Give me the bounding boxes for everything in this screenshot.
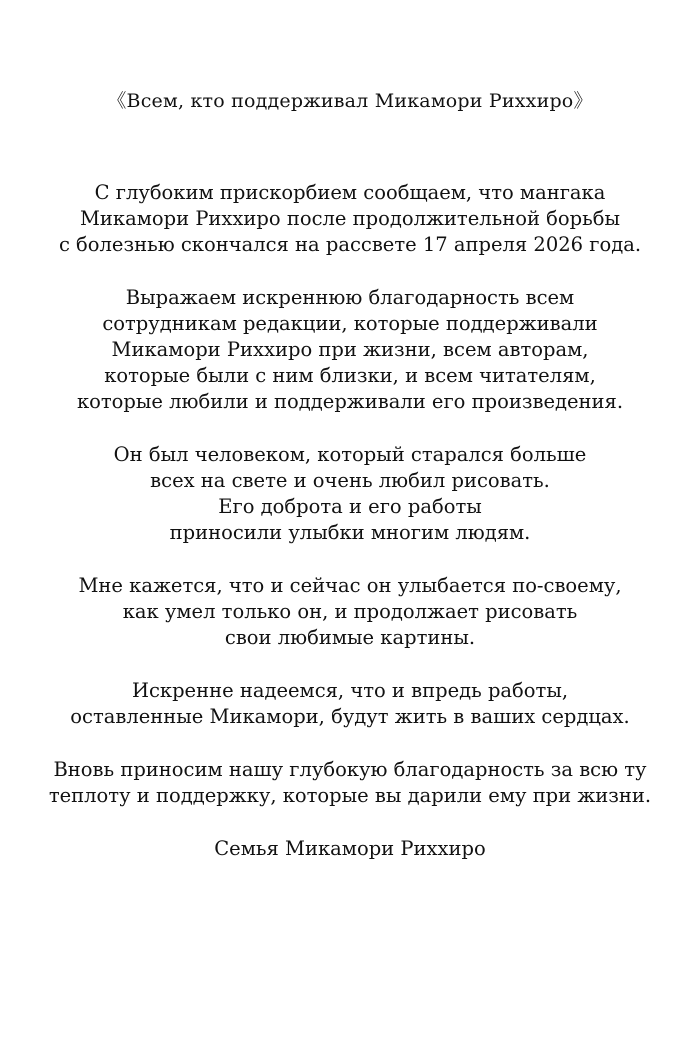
text-line: оставленные Микамори, будут жить в ваших сердцах.	[70, 705, 630, 728]
notice-heading: 《Всем, кто поддерживал Микамори Рихxиро》	[107, 90, 593, 112]
text-line: Выражаем искреннюю благодарность всем	[125, 286, 575, 309]
text-line: Он был человеком, который старался больше	[113, 443, 587, 466]
text-line: свои любимые картины.	[224, 626, 476, 649]
text-line: всех на свете и очень любил рисовать.	[150, 469, 550, 492]
signature: Семья Микамори Рихxиро	[214, 837, 486, 860]
text-line: которые любили и поддерживали его произведения.	[76, 390, 624, 413]
text-line: С глубоким прискорбием сообщаем, что мангака	[94, 181, 606, 204]
text-line: которые были с ним близки, и всем читателям,	[104, 364, 596, 387]
text-line: Искренне надеемся, что и впредь работы,	[131, 679, 569, 702]
text-line: Вновь приносим нашу глубокую благодарность за всю ту	[53, 758, 647, 781]
text-line: Микамори Рихxиро после продолжительной борьбы	[79, 207, 621, 230]
text-line: Микамори Рихxиро при жизни, всем авторам,	[111, 338, 589, 361]
text-line: как умел только он, и продолжает рисовать	[122, 600, 578, 623]
paragraph-gratitude	[40, 285, 660, 415]
text-line: Его доброта и его работы	[218, 495, 482, 518]
paragraph-announcement	[40, 180, 660, 258]
paragraph-character	[40, 442, 660, 546]
text-line: приносили улыбки многим людям.	[169, 521, 531, 544]
text-line: теплоту и поддержку, которые вы дарили ему при жизни.	[48, 784, 652, 807]
text-line: сотрудникам редакции, которые поддерживали	[102, 312, 598, 335]
paragraph-hope	[40, 678, 660, 730]
text-line: Мне кажется, что и сейчас он улыбается по-своему,	[78, 574, 622, 597]
paragraph-thanks	[40, 757, 660, 809]
text-line: с болезнью скончался на рассвете 17 апреля 2026 года.	[58, 233, 642, 256]
paragraph-smile	[40, 573, 660, 651]
notice-body	[40, 180, 660, 862]
